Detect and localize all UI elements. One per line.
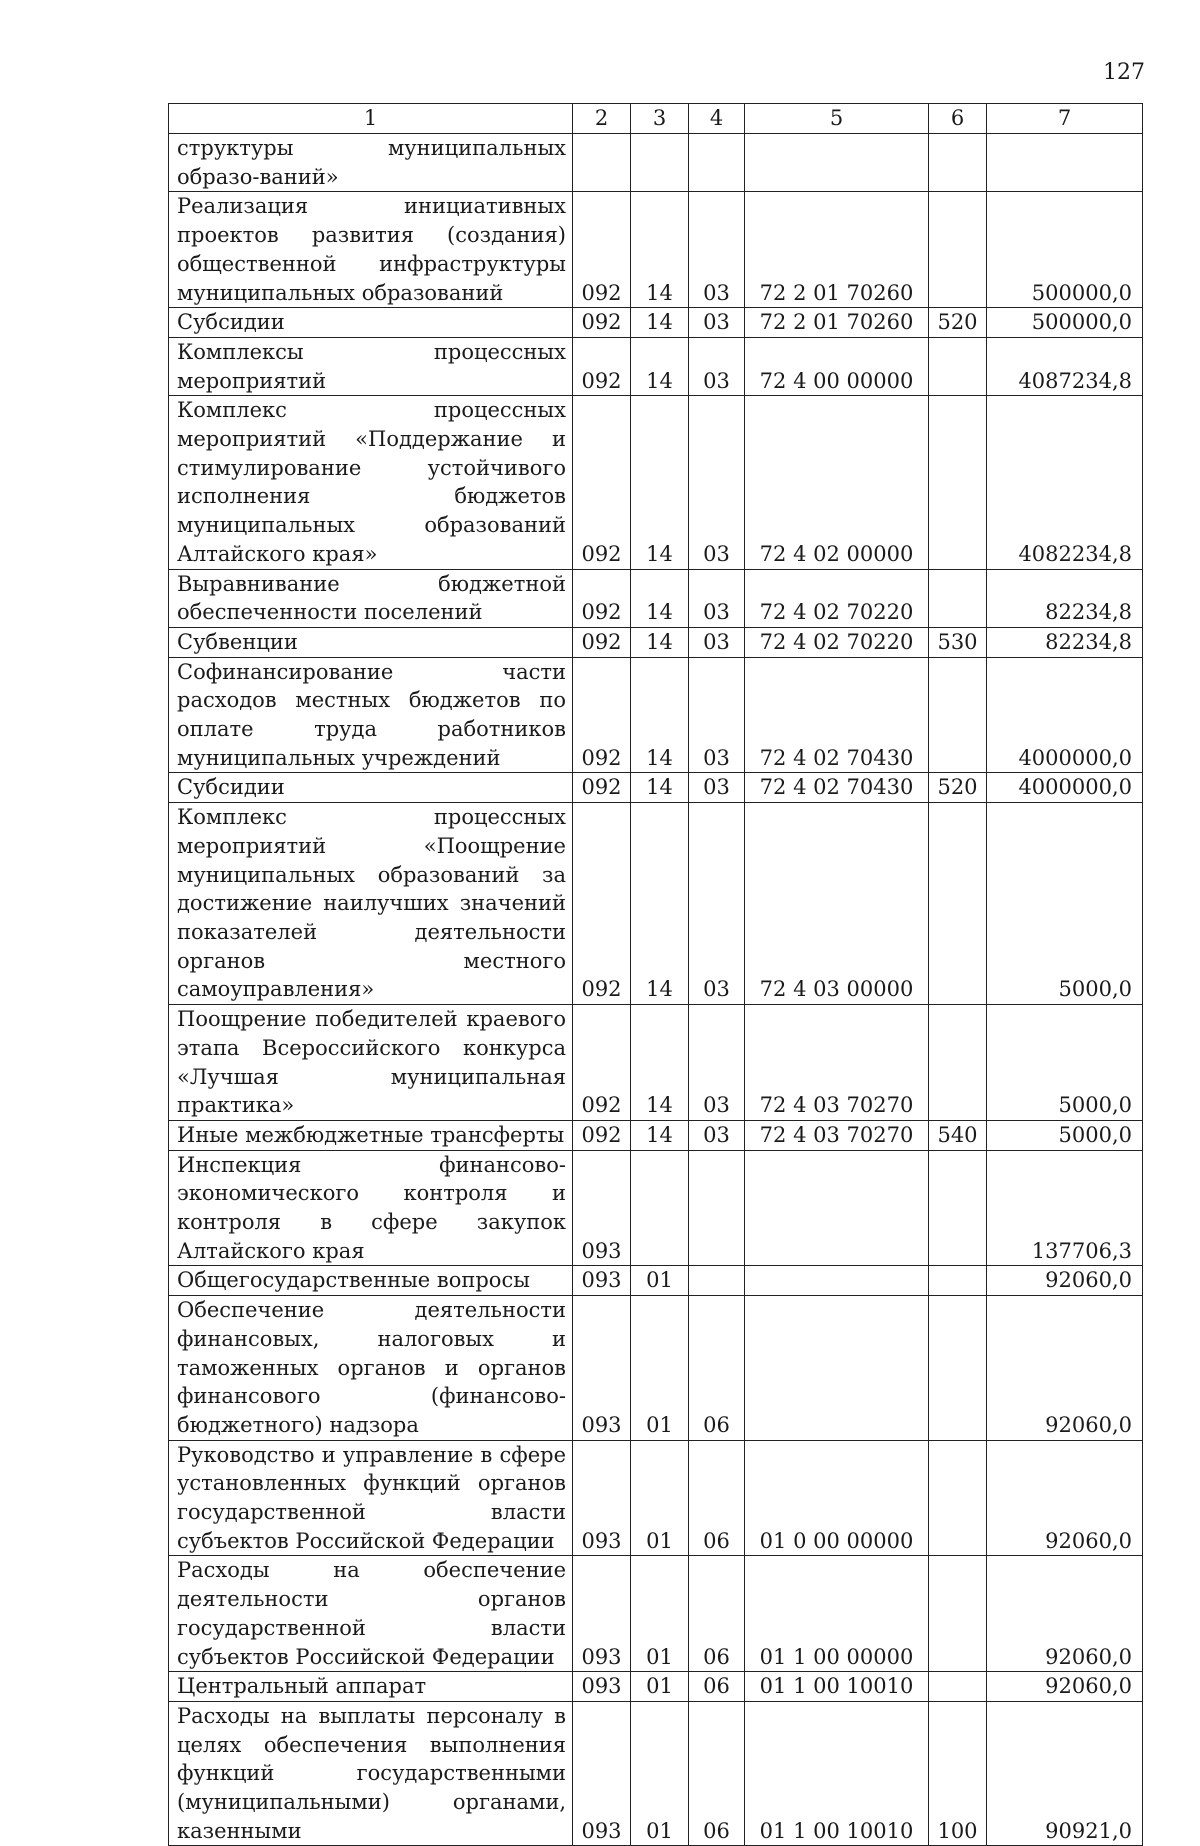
expense-type-code: 100 (929, 1701, 987, 1846)
subsection-code (689, 1150, 745, 1266)
target-article-code: 72 4 02 00000 (745, 396, 929, 569)
expense-type-code (929, 1150, 987, 1266)
expense-type-code (929, 396, 987, 569)
section-code: 14 (631, 627, 689, 657)
target-article-code: 72 4 03 70270 (745, 1120, 929, 1150)
amount: 5000,0 (987, 803, 1143, 1005)
target-article-code: 72 4 02 70430 (745, 657, 929, 773)
ministry-code: 093 (573, 1266, 631, 1296)
subsection-code: 06 (689, 1672, 745, 1702)
section-code: 01 (631, 1296, 689, 1441)
column-header-7: 7 (987, 104, 1143, 134)
row-name: Руководство и управление в сфере установленных функций органов государственной власти субъектов Российской Федерации (169, 1440, 573, 1556)
row-name: Расходы на выплаты персоналу в целях обеспечения выполнения функций государственными (муниципальными) органами, казенными (169, 1701, 573, 1846)
subsection-code: 03 (689, 569, 745, 627)
ministry-code: 093 (573, 1556, 631, 1672)
expense-type-code (929, 803, 987, 1005)
target-article-code: 72 4 02 70220 (745, 627, 929, 657)
row-name: Реализация инициативных проектов развития (создания) общественной инфраструктуры муниципальных образований (169, 192, 573, 308)
table-row (169, 773, 1143, 803)
row-name: Субвенции (169, 627, 573, 657)
budget-table (168, 103, 1143, 1846)
ministry-code: 092 (573, 569, 631, 627)
ministry-code: 092 (573, 627, 631, 657)
table-row (169, 569, 1143, 627)
subsection-code: 06 (689, 1556, 745, 1672)
amount: 92060,0 (987, 1266, 1143, 1296)
table-row (169, 1150, 1143, 1266)
amount: 4000000,0 (987, 657, 1143, 773)
section-code: 14 (631, 773, 689, 803)
subsection-code (689, 134, 745, 192)
amount: 4087234,8 (987, 337, 1143, 395)
amount: 82234,8 (987, 627, 1143, 657)
ministry-code: 092 (573, 773, 631, 803)
table-row (169, 627, 1143, 657)
column-header-3: 3 (631, 104, 689, 134)
expense-type-code: 530 (929, 627, 987, 657)
table-row (169, 803, 1143, 1005)
subsection-code: 03 (689, 192, 745, 308)
subsection-code: 06 (689, 1440, 745, 1556)
section-code: 14 (631, 337, 689, 395)
target-article-code (745, 1150, 929, 1266)
header-row (169, 104, 1143, 134)
ministry-code: 093 (573, 1672, 631, 1702)
section-code: 14 (631, 657, 689, 773)
amount: 92060,0 (987, 1296, 1143, 1441)
target-article-code: 72 4 03 00000 (745, 803, 929, 1005)
ministry-code: 092 (573, 1120, 631, 1150)
section-code (631, 1150, 689, 1266)
subsection-code: 06 (689, 1701, 745, 1846)
expense-type-code (929, 1672, 987, 1702)
section-code: 14 (631, 308, 689, 338)
table-row (169, 134, 1143, 192)
section-code: 01 (631, 1440, 689, 1556)
amount: 92060,0 (987, 1556, 1143, 1672)
ministry-code: 092 (573, 396, 631, 569)
subsection-code: 03 (689, 337, 745, 395)
section-code: 01 (631, 1701, 689, 1846)
table-row (169, 1556, 1143, 1672)
table-row (169, 1296, 1143, 1441)
ministry-code: 092 (573, 337, 631, 395)
target-article-code: 72 2 01 70260 (745, 308, 929, 338)
column-header-2: 2 (573, 104, 631, 134)
amount: 5000,0 (987, 1005, 1143, 1121)
row-name: Субсидии (169, 308, 573, 338)
ministry-code: 092 (573, 308, 631, 338)
table-row (169, 192, 1143, 308)
row-name: структуры муниципальных образо-ваний» (169, 134, 573, 192)
table-row (169, 1120, 1143, 1150)
expense-type-code (929, 1296, 987, 1441)
column-header-4: 4 (689, 104, 745, 134)
target-article-code: 72 4 02 70220 (745, 569, 929, 627)
target-article-code: 01 0 00 00000 (745, 1440, 929, 1556)
section-code: 01 (631, 1556, 689, 1672)
table-row (169, 1440, 1143, 1556)
section-code: 14 (631, 569, 689, 627)
target-article-code: 72 4 02 70430 (745, 773, 929, 803)
section-code: 01 (631, 1266, 689, 1296)
expense-type-code (929, 1005, 987, 1121)
amount: 92060,0 (987, 1672, 1143, 1702)
row-name: Инспекция финансово-экономического контроля и контроля в сфере закупок Алтайского края (169, 1150, 573, 1266)
amount: 500000,0 (987, 192, 1143, 308)
subsection-code: 03 (689, 803, 745, 1005)
ministry-code: 092 (573, 1005, 631, 1121)
row-name: Общегосударственные вопросы (169, 1266, 573, 1296)
amount (987, 134, 1143, 192)
subsection-code: 03 (689, 396, 745, 569)
row-name: Субсидии (169, 773, 573, 803)
amount: 500000,0 (987, 308, 1143, 338)
section-code: 14 (631, 192, 689, 308)
ministry-code: 093 (573, 1440, 631, 1556)
table-row (169, 1672, 1143, 1702)
target-article-code: 72 4 03 70270 (745, 1005, 929, 1121)
row-name: Комплексы процессных мероприятий (169, 337, 573, 395)
row-name: Софинансирование части расходов местных бюджетов по оплате труда работников муниципальных учреждений (169, 657, 573, 773)
row-name: Выравнивание бюджетной обеспеченности поселений (169, 569, 573, 627)
target-article-code (745, 1296, 929, 1441)
ministry-code: 093 (573, 1150, 631, 1266)
expense-type-code (929, 192, 987, 308)
expense-type-code (929, 1266, 987, 1296)
section-code: 14 (631, 803, 689, 1005)
expense-type-code (929, 657, 987, 773)
table-row (169, 396, 1143, 569)
table-row (169, 1266, 1143, 1296)
section-code: 14 (631, 396, 689, 569)
target-article-code: 72 2 01 70260 (745, 192, 929, 308)
subsection-code: 03 (689, 1120, 745, 1150)
ministry-code: 093 (573, 1296, 631, 1441)
expense-type-code (929, 337, 987, 395)
expense-type-code: 520 (929, 773, 987, 803)
column-header-5: 5 (745, 104, 929, 134)
target-article-code: 72 4 00 00000 (745, 337, 929, 395)
table-header (169, 104, 1143, 134)
target-article-code (745, 134, 929, 192)
target-article-code: 01 1 00 00000 (745, 1556, 929, 1672)
ministry-code (573, 134, 631, 192)
row-name: Комплекс процессных мероприятий «Поощрение муниципальных образований за достижение наилучших значений показателей деятельности органов местного самоуправления» (169, 803, 573, 1005)
section-code: 14 (631, 1005, 689, 1121)
page-number: 127 (1103, 60, 1145, 85)
subsection-code: 03 (689, 308, 745, 338)
expense-type-code: 540 (929, 1120, 987, 1150)
subsection-code: 06 (689, 1296, 745, 1441)
ministry-code: 092 (573, 803, 631, 1005)
ministry-code: 092 (573, 192, 631, 308)
subsection-code: 03 (689, 1005, 745, 1121)
amount: 5000,0 (987, 1120, 1143, 1150)
target-article-code: 01 1 00 10010 (745, 1701, 929, 1846)
expense-type-code (929, 1440, 987, 1556)
target-article-code: 01 1 00 10010 (745, 1672, 929, 1702)
subsection-code (689, 1266, 745, 1296)
amount: 4000000,0 (987, 773, 1143, 803)
row-name: Обеспечение деятельности финансовых, налоговых и таможенных органов и органов финансового (финансово-бюджетного) надзора (169, 1296, 573, 1441)
expense-type-code (929, 569, 987, 627)
section-code (631, 134, 689, 192)
table-row (169, 1005, 1143, 1121)
ministry-code: 093 (573, 1701, 631, 1846)
amount: 4082234,8 (987, 396, 1143, 569)
amount: 82234,8 (987, 569, 1143, 627)
row-name: Центральный аппарат (169, 1672, 573, 1702)
amount: 90921,0 (987, 1701, 1143, 1846)
row-name: Расходы на обеспечение деятельности органов государственной власти субъектов Российской Федерации (169, 1556, 573, 1672)
table-row (169, 337, 1143, 395)
expense-type-code: 520 (929, 308, 987, 338)
amount: 137706,3 (987, 1150, 1143, 1266)
table-row (169, 1701, 1143, 1846)
column-header-6: 6 (929, 104, 987, 134)
column-header-1: 1 (169, 104, 573, 134)
row-name: Комплекс процессных мероприятий «Поддержание и стимулирование устойчивого исполнения бюджетов муниципальных образований Алтайского края» (169, 396, 573, 569)
amount: 92060,0 (987, 1440, 1143, 1556)
expense-type-code (929, 1556, 987, 1672)
section-code: 01 (631, 1672, 689, 1702)
subsection-code: 03 (689, 773, 745, 803)
section-code: 14 (631, 1120, 689, 1150)
expense-type-code (929, 134, 987, 192)
row-name: Поощрение победителей краевого этапа Всероссийского конкурса «Лучшая муниципальная практика» (169, 1005, 573, 1121)
table-row (169, 308, 1143, 338)
row-name: Иные межбюджетные трансферты (169, 1120, 573, 1150)
table-row (169, 657, 1143, 773)
subsection-code: 03 (689, 627, 745, 657)
table-body (169, 134, 1143, 1846)
subsection-code: 03 (689, 657, 745, 773)
ministry-code: 092 (573, 657, 631, 773)
target-article-code (745, 1266, 929, 1296)
